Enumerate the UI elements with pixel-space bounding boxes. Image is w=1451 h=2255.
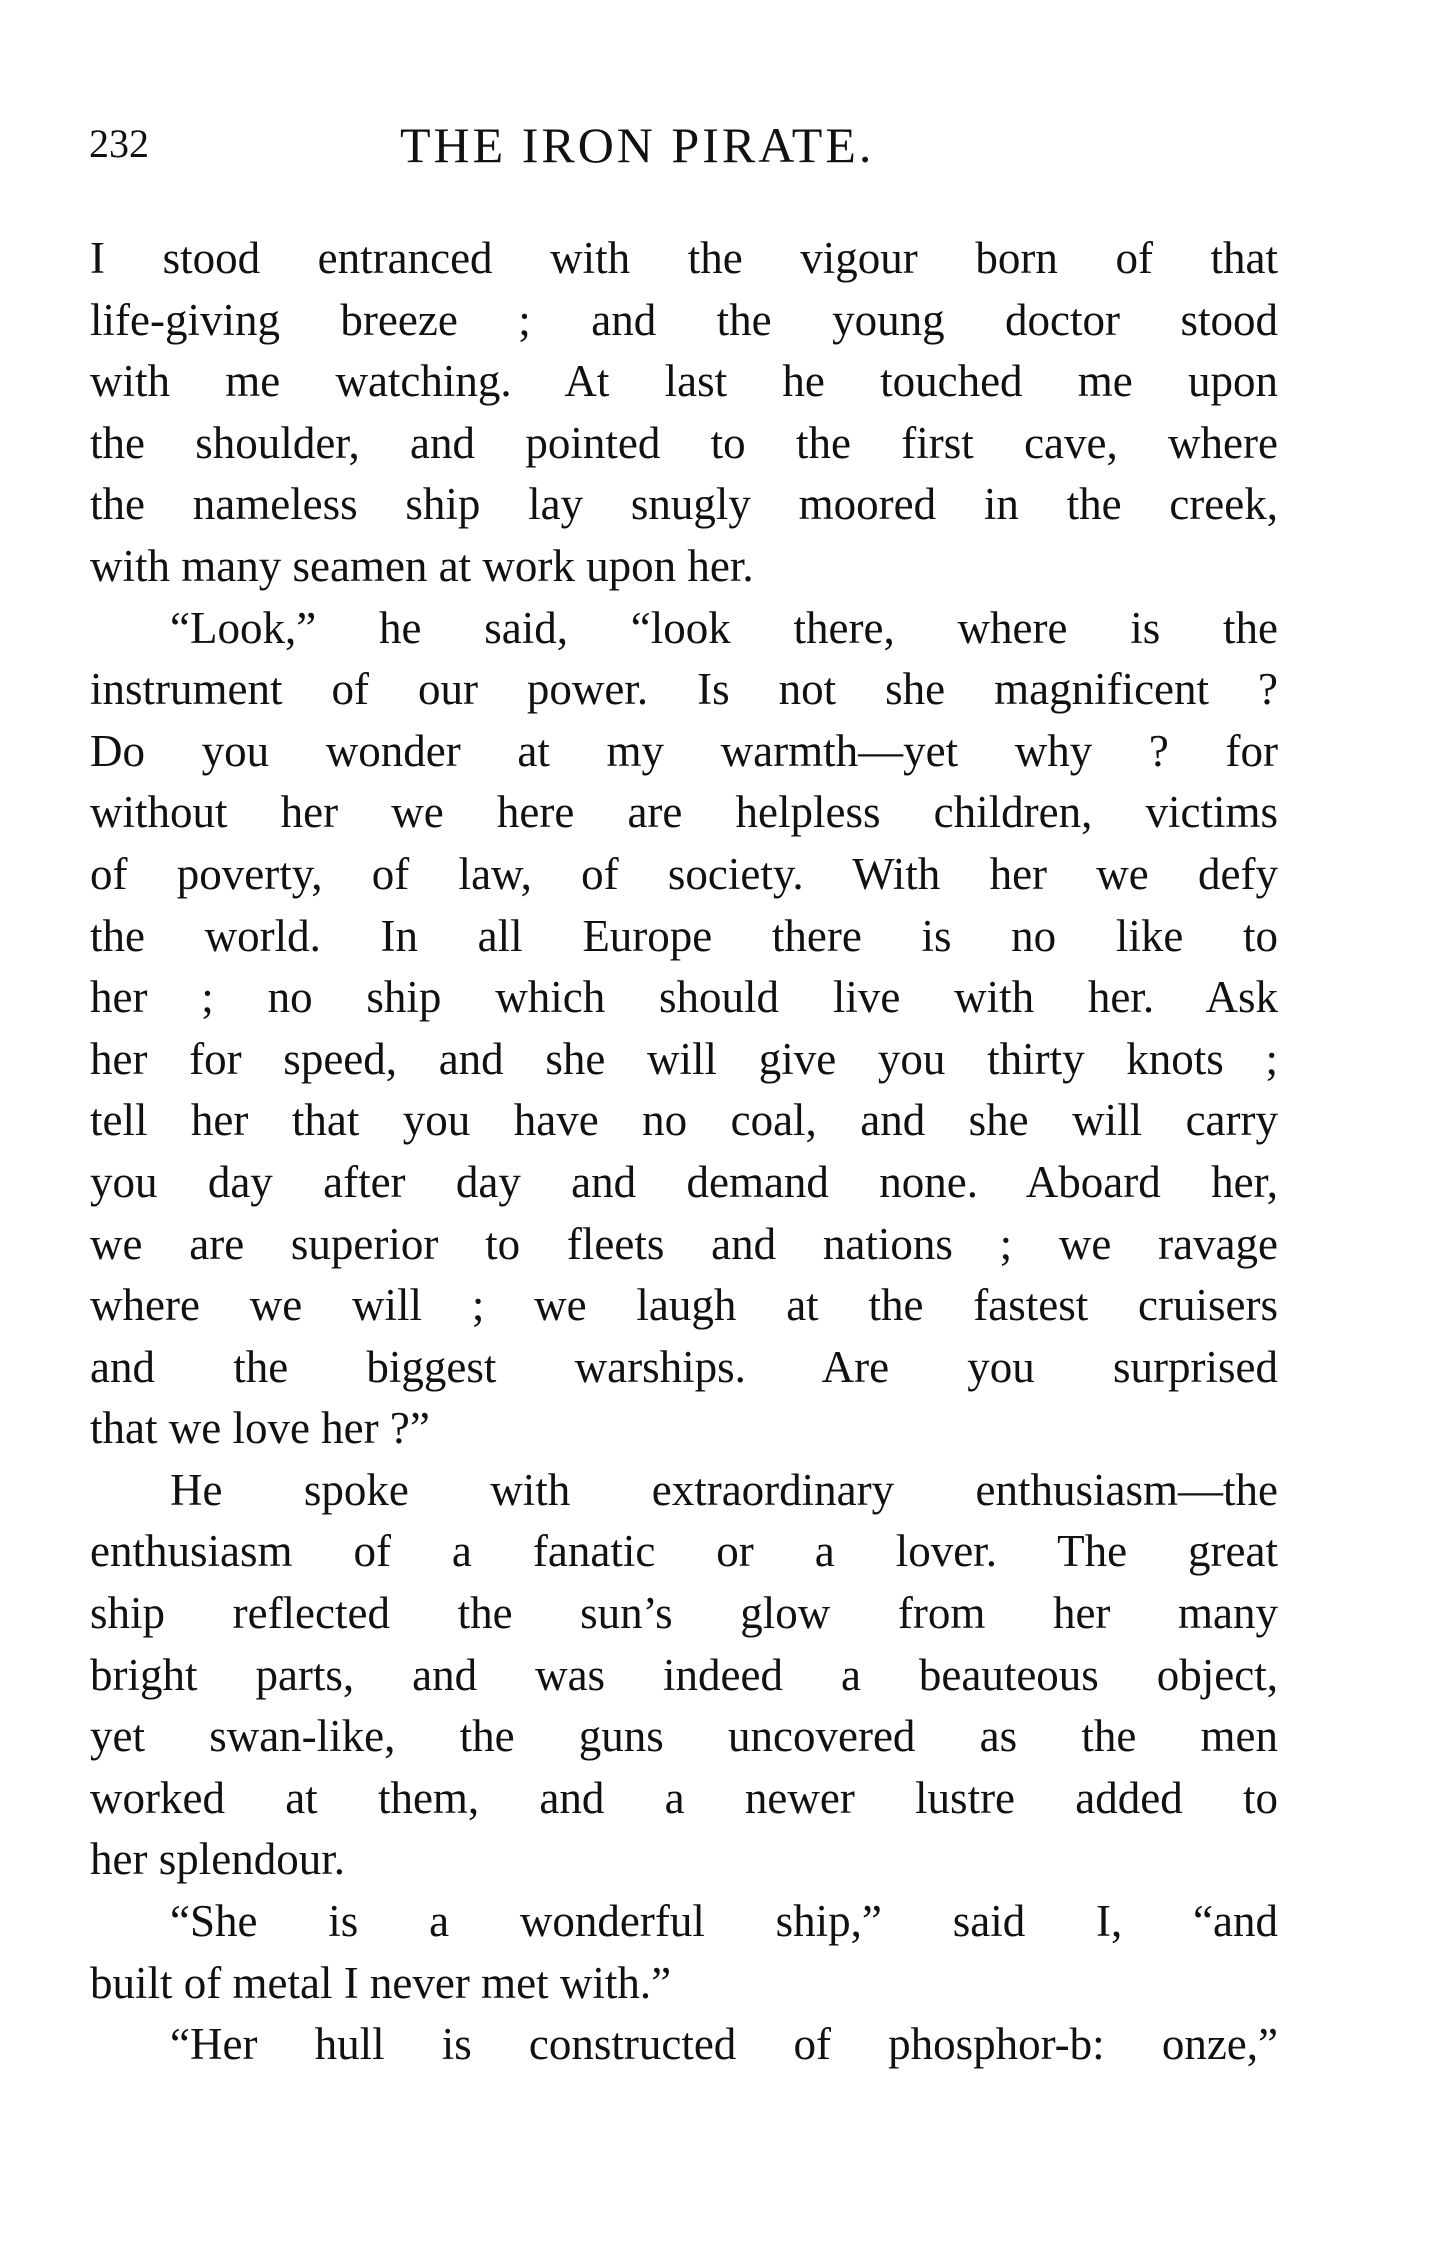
text-line: her for speed, and she will give you thirty knots ; [90,1033,1278,1084]
text-line: bright parts, and was indeed a beauteous object, [90,1649,1278,1700]
text-line: I stood entranced with the vigour born of that [90,233,1278,283]
text-line: “She is a wonderful ship,” said I, “and [170,1896,1278,1947]
text-line: with many seamen at work upon her. [90,540,754,591]
text-line: the shoulder, and pointed to the first cave, where [90,417,1278,468]
body-text [90,228,1278,2076]
text-line: Do you wonder at my warmth—yet why ? for [90,725,1278,776]
text-line: He spoke with extraordinary enthusiasm—the [170,1464,1278,1515]
text-line: that we love her ?” [90,1403,430,1454]
text-line: yet swan-like, the guns uncovered as the men [90,1711,1278,1762]
text-line: the world. In all Europe there is no like to [90,910,1278,961]
text-line: worked at them, and a newer lustre added to [90,1772,1278,1823]
text-line: without her we here are helpless children, victims [90,787,1278,838]
text-line: enthusiasm of a fanatic or a lover. The great [90,1526,1278,1577]
text-line: ship reflected the sun’s glow from her many [90,1588,1278,1639]
text-line: instrument of our power. Is not she magnificent ? [90,664,1278,715]
text-line: life-giving breeze ; and the young doctor stood [90,294,1278,345]
text-line: we are superior to fleets and nations ; we ravage [90,1218,1278,1269]
text-line: “Her hull is constructed of phosphor-b: onze,” [170,2019,1278,2070]
text-line: the nameless ship lay snugly moored in the creek, [90,479,1278,530]
text-line: with me watching. At last he touched me upon [90,356,1278,407]
text-line: her splendour. [90,1834,345,1885]
text-line: her ; no ship which should live with her. Ask [90,972,1278,1023]
page-number: 232 [89,121,149,166]
text-line: tell her that you have no coal, and she will carry [90,1095,1278,1146]
text-line: you day after day and demand none. Aboard her, [90,1156,1278,1207]
text-line: where we will ; we laugh at the fastest cruisers [90,1280,1278,1331]
running-title: THE IRON PIRATE. [400,117,875,173]
text-line: of poverty, of law, of society. With her we defy [90,848,1278,899]
text-line: built of metal I never met with.” [90,1957,672,2008]
text-line: and the biggest warships. Are you surprised [90,1341,1278,1392]
text-line: “Look,” he said, “look there, where is the [170,602,1278,653]
